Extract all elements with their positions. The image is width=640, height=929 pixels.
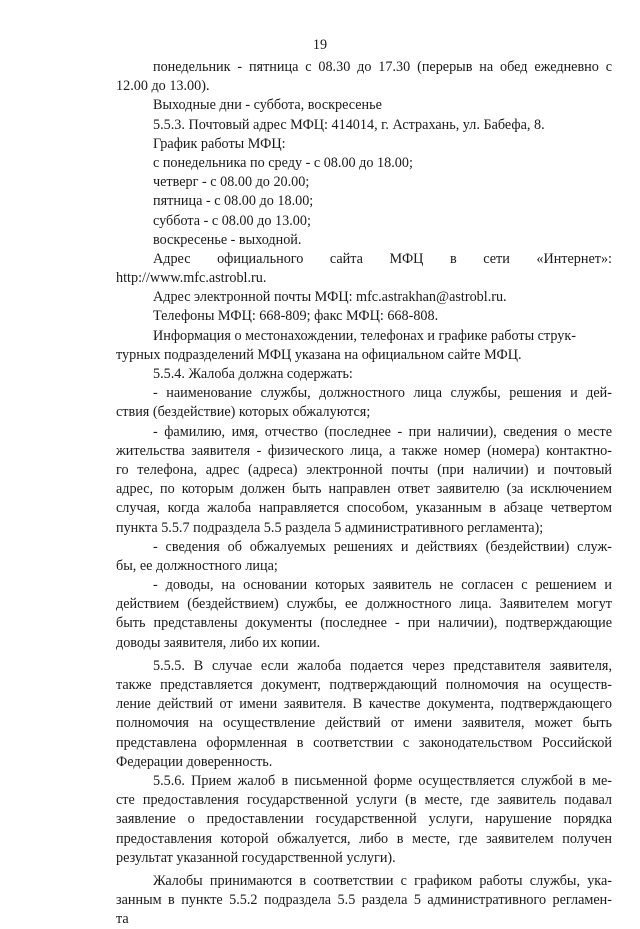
text-line: жительства заявителя - физического лица, а также номер (номера) контактно- xyxy=(116,442,612,459)
text-line: действием (бездействием) службы, ее должностного лица. Заявителем могут xyxy=(116,596,612,613)
text-line: http://www.mfc.astrobl.ru. xyxy=(116,270,267,287)
text-line: та xyxy=(116,911,129,928)
text-line: График работы МФЦ: xyxy=(153,135,286,152)
text-line: Информация о местонахождении, телефонах и графике работы струк- xyxy=(153,327,576,344)
text-line: Выходные дни - суббота, воскресенье xyxy=(153,97,382,114)
text-line: представлена оформленная в соответствии с законодательством Российской xyxy=(116,734,612,751)
text-line: пятница - с 08.00 до 18.00; xyxy=(153,193,314,210)
text-line: 5.5.3. Почтовый адрес МФЦ: 414014, г. Астрахань, ул. Бабефа, 8. xyxy=(153,116,545,133)
text-line: Адрес официального сайта МФЦ в сети «Интернет»: xyxy=(153,250,612,267)
text-line: случая, когда жалоба направляется способом, указанным в абзаце четвертом xyxy=(116,500,612,517)
text-line: 12.00 до 13.00). xyxy=(116,78,210,95)
text-line: Жалобы принимаются в соответствии с графиком работы службы, ука- xyxy=(153,872,612,889)
text-line: го телефона, адрес (адреса) электронной почты (при наличии) и почтовый xyxy=(116,461,612,478)
text-line: доводы заявителя, либо их копии. xyxy=(116,634,321,651)
text-line: Адрес электронной почты МФЦ: mfc.astrakhan@astrobl.ru. xyxy=(153,289,507,306)
text-line: - доводы, на основании которых заявитель не согласен с решением и xyxy=(153,577,612,594)
text-line: бы, ее должностного лица; xyxy=(116,557,278,574)
text-line: полномочия на осуществление действий от имени заявителя, может быть xyxy=(116,715,612,732)
text-line: занным в пункте 5.5.2 подраздела 5.5 раздела 5 административного регламен- xyxy=(116,892,612,909)
text-line: ствия (бездействие) которых обжалуются; xyxy=(116,404,371,421)
text-line: 5.5.4. Жалоба должна содержать: xyxy=(153,366,353,382)
text-line: ление действий от имени заявителя. В качестве документа, подтверждающего xyxy=(116,696,612,713)
text-line: Телефоны МФЦ: 668-809; факс МФЦ: 668-808. xyxy=(153,308,439,325)
text-line: также представляется документ, подтверждающий полномочия на осуществ- xyxy=(116,677,612,693)
text-line: - фамилию, имя, отчество (последнее - при наличии), сведения о месте xyxy=(153,423,612,440)
text-line: 5.5.6. Прием жалоб в письменной форме осуществляется службой в ме- xyxy=(153,772,612,789)
text-line: суббота - с 08.00 до 13.00; xyxy=(153,212,311,229)
text-line: с понедельника по среду - с 08.00 до 18.00; xyxy=(153,154,413,171)
text-line: быть представлены документы (последнее - при наличии), подтверждающие xyxy=(116,615,612,632)
text-line: адрес, по которым должен быть направлен ответ заявителю (за исключением xyxy=(116,481,612,498)
text-line: Федерации доверенность. xyxy=(116,753,273,770)
text-line: воскресенье - выходной. xyxy=(153,231,302,248)
text-line: - сведения об обжалуемых решениях и действиях (бездействии) служ- xyxy=(153,538,612,555)
text-line: результат указанной государственной услуги). xyxy=(116,849,396,866)
page-number: 19 xyxy=(312,37,328,53)
text-line: пункта 5.5.7 подраздела 5.5 раздела 5 административного регламента); xyxy=(116,519,544,536)
text-line: 5.5.5. В случае если жалоба подается через представителя заявителя, xyxy=(153,657,612,674)
document-body xyxy=(116,58,612,929)
text-line: предоставления которой обжалуется, либо в месте, где заявителем получен xyxy=(116,830,612,847)
text-line: заявление о предоставлении государственной услуги, нарушение порядка xyxy=(116,811,612,828)
text-line: понедельник - пятница с 08.30 до 17.30 (перерыв на обед ежедневно с xyxy=(153,59,612,75)
text-line: - наименование службы, должностного лица службы, решения и дей- xyxy=(153,385,612,402)
text-line: турных подразделений МФЦ указана на официальном сайте МФЦ. xyxy=(116,346,522,363)
text-line: сте предоставления государственной услуги (в месте, где заявитель подавал xyxy=(116,792,612,809)
text-line: четверг - с 08.00 до 20.00; xyxy=(153,174,310,191)
